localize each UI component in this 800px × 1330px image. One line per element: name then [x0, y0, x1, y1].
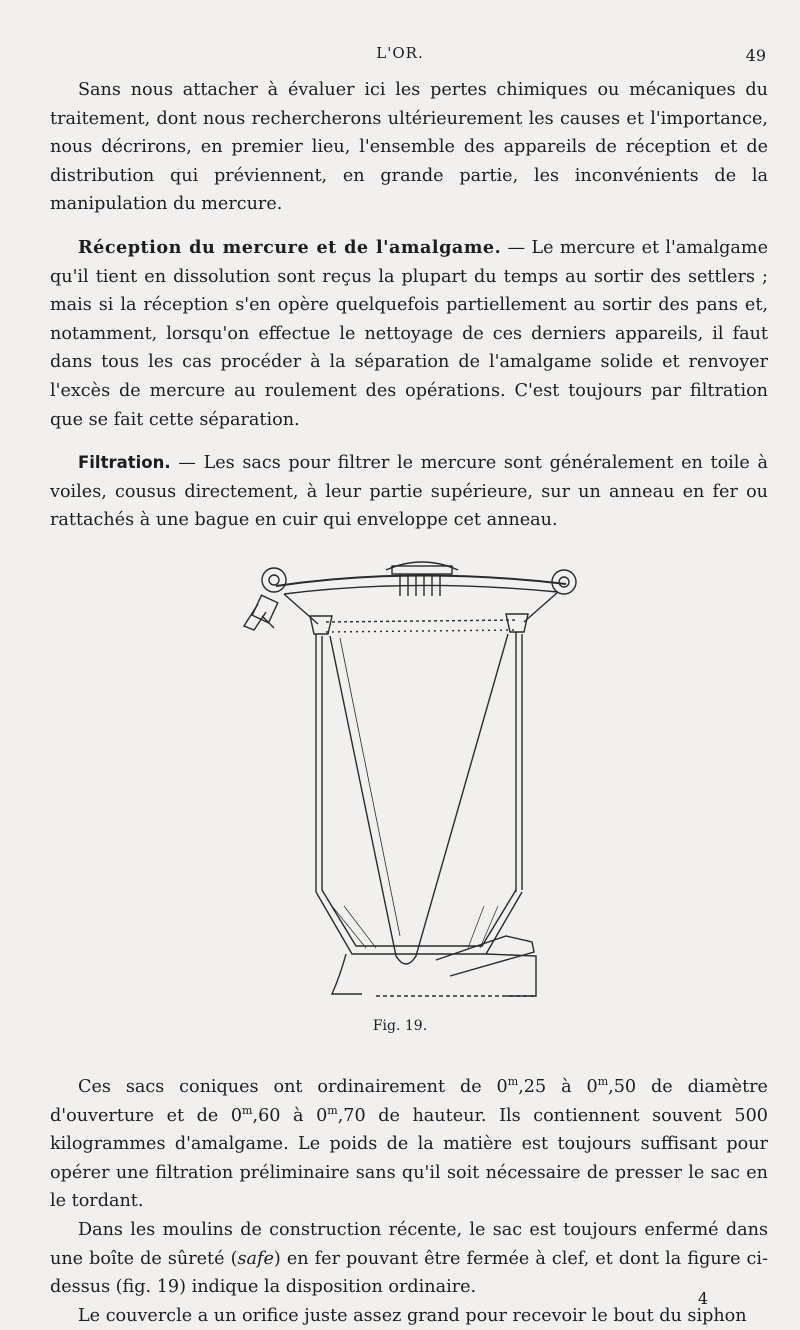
paragraph-reception: [50, 234, 768, 434]
paragraph-intro-text: Sans nous attacher à évaluer ici les pertes chimiques ou mécaniques du traitement, dont nous rechercherons ultérieurement les causes et l'importance, nous décrirons, en premier lieu, l'ensemble des appareils de réception et de distribution qui préviennent, en grande partie, les inconvénients de la manipulation du mercure.: [50, 80, 768, 215]
paragraph-reception-text: [50, 234, 768, 434]
moulins-text-2: ) en fer pouvant être fermée à clef, et dont la figure ci-dessus (fig. 19) indique la disposition ordinaire.: [50, 1248, 768, 1298]
paragraph-couvercle: Le couvercle a un orifice juste assez grand pour recevoir le bout du siphon: [78, 1305, 747, 1326]
unit-sup-2: m: [597, 1075, 609, 1089]
paragraph-sacs: [50, 1073, 768, 1330]
paragraph-sacs-dimensions: [50, 1073, 768, 1216]
unit-sup-1: m: [507, 1075, 519, 1089]
safe-term: safe: [237, 1248, 274, 1269]
page-number: 49: [745, 46, 766, 65]
sacs-text-2: ,25 à 0: [518, 1077, 598, 1097]
paragraph-moulins: [50, 1216, 768, 1302]
sacs-text-3: ,50 de diamètre d'ouverture et de 0: [50, 1077, 768, 1126]
filtration-body: — Les sacs pour filtrer le mercure sont généralement en toile à voiles, cousus directement, à leur partie supérieure, sur un anneau en fer ou rattachés à une bague en cuir qui enveloppe cet anneau.: [50, 453, 768, 531]
figure-filter-safe-drawing: [236, 556, 582, 1006]
sacs-text-5: ,70 de hauteur. Ils contiennent souvent 500 kilogrammes d'amalgame. Le poids de la matière est toujours suffisant pour opérer une filtration préliminaire sans qu'il soit nécessaire de presser le sac en le tordant.: [50, 1105, 768, 1212]
section-heading-filtration: Filtration.: [78, 453, 171, 472]
paragraph-filtration: [50, 449, 768, 535]
running-title: L'OR.: [376, 44, 424, 62]
figure-caption: Fig. 19.: [372, 1018, 428, 1034]
paragraph-filtration-text: [50, 449, 768, 535]
paragraph-intro: [50, 76, 768, 219]
unit-sup-4: m: [327, 1103, 338, 1117]
unit-sup-3: m: [242, 1103, 253, 1117]
sacs-text-1: Ces sacs coniques ont ordinairement de 0: [78, 1077, 508, 1097]
reception-body: — Le mercure et l'amalgame qu'il tient en dissolution sont reçus la plupart du temps au sortir des settlers ; mais si la réception s'en opère quelquefois partiellement au sortir des pans et, notamment, lorsqu'on effectue le nettoyage de ces derniers appareils, il faut dans tous les cas procéder à la séparation de l'amalgame solide et renvoyer l'excès de mercure au roulement des opérations. C'est toujours par filtration que se fait cette séparation.: [50, 238, 768, 430]
moulins-text-1: Dans les moulins de construction récente, le sac est toujours enfermé dans une boîte de sûreté (: [50, 1219, 768, 1269]
sacs-text-4: ,60 à 0: [252, 1105, 328, 1126]
signature-mark: 4: [697, 1289, 708, 1308]
section-heading-reception: Réception du mercure et de l'amalgame.: [78, 237, 502, 258]
